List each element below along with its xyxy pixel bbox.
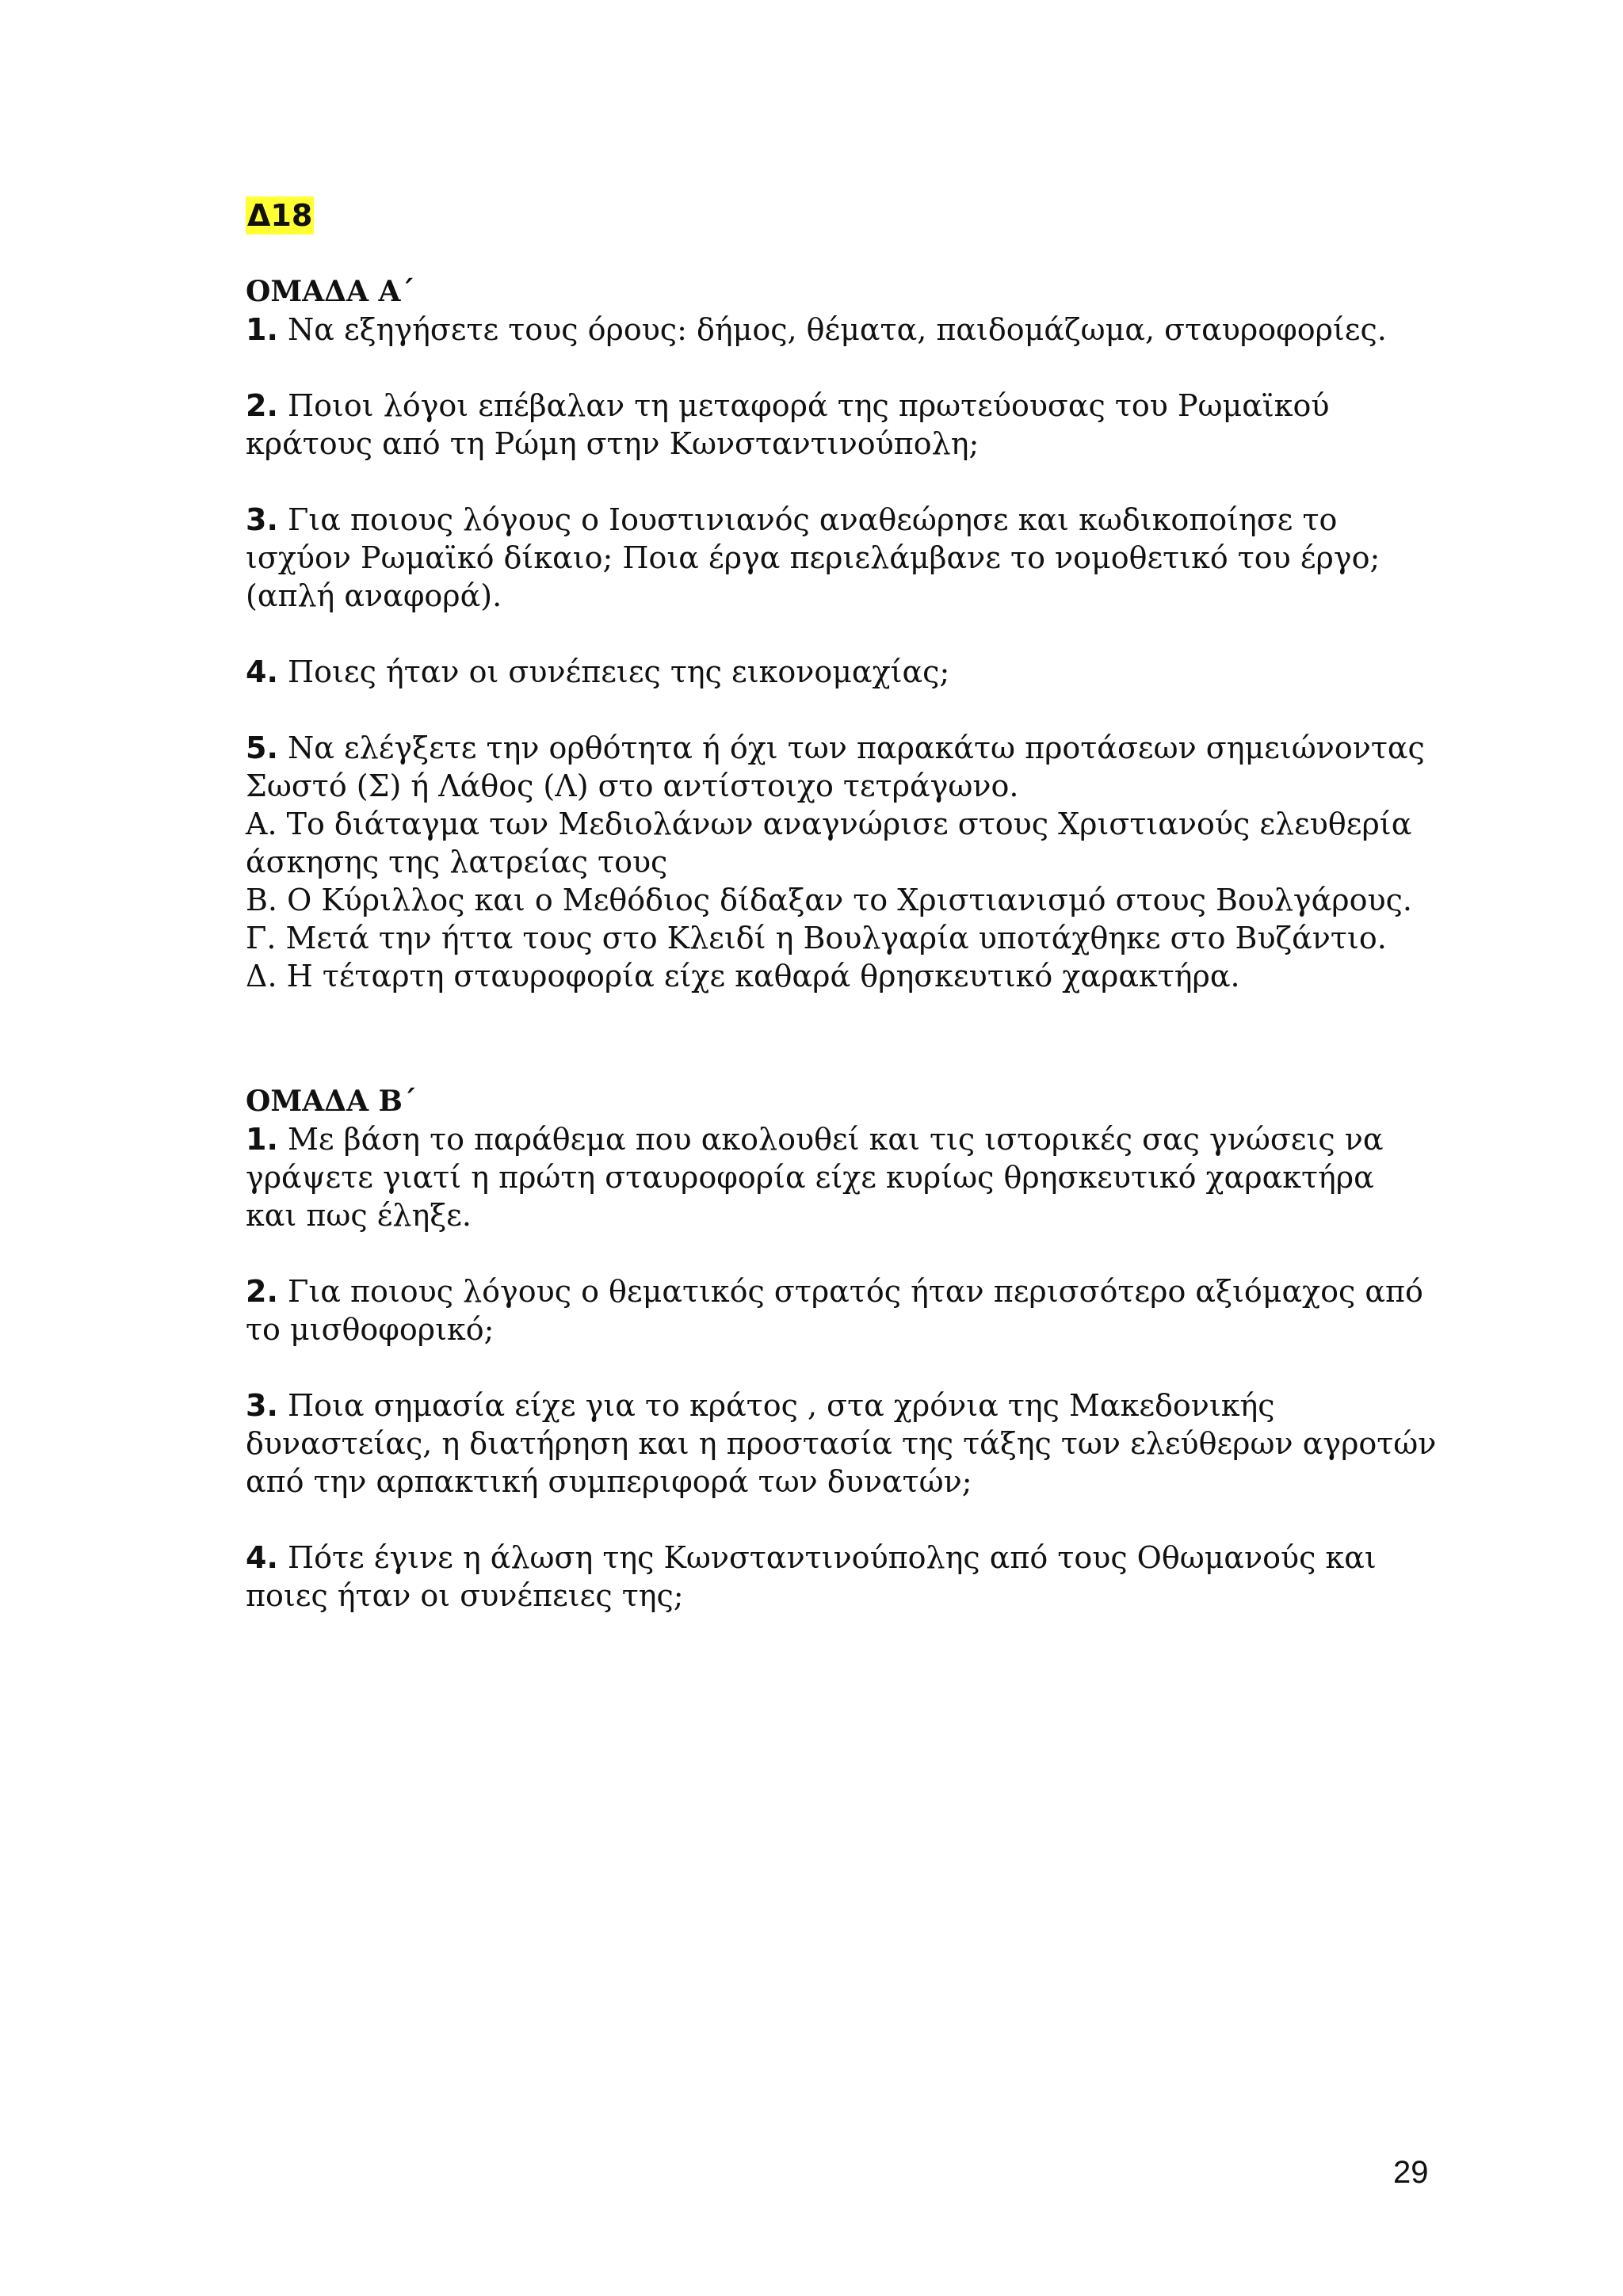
- question-text: Ποιοι λόγοι επέβαλαν τη μεταφορά της πρωτεύουσας του Ρωμαϊκού: [287, 388, 1330, 423]
- group-b-question-4: [246, 1539, 1434, 1615]
- group-b-section: [246, 1082, 1437, 1615]
- question-text: ποιες ήταν οι συνέπειες της;: [246, 1578, 684, 1613]
- group-a-heading: ΟΜΑΔΑ Α΄: [246, 275, 415, 308]
- group-a-question-3: [246, 501, 1434, 615]
- question-text: ισχύον Ρωμαϊκό δίκαιο; Ποια έργα περιελάμβανε το νομοθετικό του έργο;: [246, 540, 1381, 575]
- question-number: 3.: [246, 502, 278, 537]
- question-text: Για ποιους λόγους ο θεματικός στρατός ήταν περισσότερο αξιόμαχος από: [287, 1274, 1423, 1309]
- question-line: [246, 1272, 1434, 1310]
- question-number: 2.: [246, 1274, 278, 1309]
- group-a-question-5: [246, 729, 1434, 995]
- question-text: Να ελέγξετε την ορθότητα ή όχι των παρακάτω προτάσεων σημειώνοντας: [287, 730, 1425, 765]
- statement-d: Δ. Η τέταρτη σταυροφορία είχε καθαρά θρησκευτικό χαρακτήρα.: [246, 959, 1240, 994]
- question-number: 4.: [246, 1540, 278, 1575]
- question-line: [246, 311, 1434, 349]
- question-line: [246, 501, 1434, 539]
- group-b-question-2: [246, 1272, 1434, 1348]
- group-a-question-2: [246, 387, 1434, 463]
- question-text: (απλή αναφορά).: [246, 578, 502, 613]
- question-number: 3.: [246, 1388, 278, 1423]
- group-a-question-1: [246, 311, 1434, 349]
- question-number: 1.: [246, 1122, 278, 1157]
- statement-c: Γ. Μετά την ήττα τους στο Κλειδί η Βουλγαρία υποτάχθηκε στο Βυζάντιο.: [246, 921, 1387, 955]
- question-text: Να εξηγήσετε τους όρους: δήμος, θέματα, παιδομάζωμα, σταυροφορίες.: [287, 312, 1387, 347]
- question-line: [246, 1120, 1434, 1158]
- question-number: 4.: [246, 654, 278, 689]
- page-number: 29: [1393, 2155, 1429, 2190]
- question-text: κράτους από τη Ρώμη στην Κωνσταντινούπολη;: [246, 426, 980, 461]
- statement-a: Α. Το διάταγμα των Μεδιολάνων αναγνώρισε στους Χριστιανούς ελευθερία: [246, 807, 1412, 841]
- group-a-section: [246, 273, 1434, 995]
- question-text: Πότε έγινε η άλωση της Κωνσταντινούπολης από τους Οθωμανούς και: [287, 1540, 1377, 1575]
- statement-a-continued: άσκησης της λατρείας τους: [246, 845, 668, 879]
- question-line: [246, 1539, 1434, 1577]
- question-line: [246, 653, 1434, 691]
- question-text: γράψετε γιατί η πρώτη σταυροφορία είχε κυρίως θρησκευτικό χαρακτήρα: [246, 1160, 1374, 1195]
- statement-b: Β. Ο Κύριλλος και ο Μεθόδιος δίδαξαν το Χριστιανισμό στους Βουλγάρους.: [246, 883, 1412, 917]
- group-b-question-3: [246, 1386, 1437, 1501]
- question-number: 1.: [246, 312, 278, 347]
- question-text: Ποιες ήταν οι συνέπειες της εικονομαχίας;: [287, 654, 950, 689]
- true-false-statements: [246, 805, 1434, 995]
- question-line: [246, 387, 1434, 425]
- question-text: Σωστό (Σ) ή Λάθος (Λ) στο αντίστοιχο τετράγωνο.: [246, 769, 1019, 803]
- question-text: Με βάση το παράθεμα που ακολουθεί και τις ιστορικές σας γνώσεις να: [287, 1122, 1384, 1157]
- group-b-question-1: [246, 1120, 1434, 1234]
- question-text: δυναστείας, η διατήρηση και η προστασία της τάξης των ελεύθερων αγροτών: [246, 1426, 1437, 1461]
- question-number: 2.: [246, 388, 278, 423]
- question-line: [246, 1386, 1434, 1425]
- question-text: το μισθοφορικό;: [246, 1312, 495, 1347]
- question-text: από την αρπακτική συμπεριφορά των δυνατών;: [246, 1464, 972, 1499]
- question-text: και πως έληξε.: [246, 1198, 472, 1233]
- question-text: Για ποιους λόγους ο Ιουστινιανός αναθεώρησε και κωδικοποίησε το: [287, 502, 1338, 537]
- question-number: 5.: [246, 730, 278, 765]
- group-a-question-4: [246, 653, 1434, 691]
- question-line: [246, 729, 1434, 767]
- question-text: Ποια σημασία είχε για το κράτος , στα χρόνια της Μακεδονικής: [287, 1388, 1275, 1423]
- group-b-heading: ΟΜΑΔΑ Β΄: [246, 1085, 417, 1118]
- document-code: Δ18: [247, 198, 313, 233]
